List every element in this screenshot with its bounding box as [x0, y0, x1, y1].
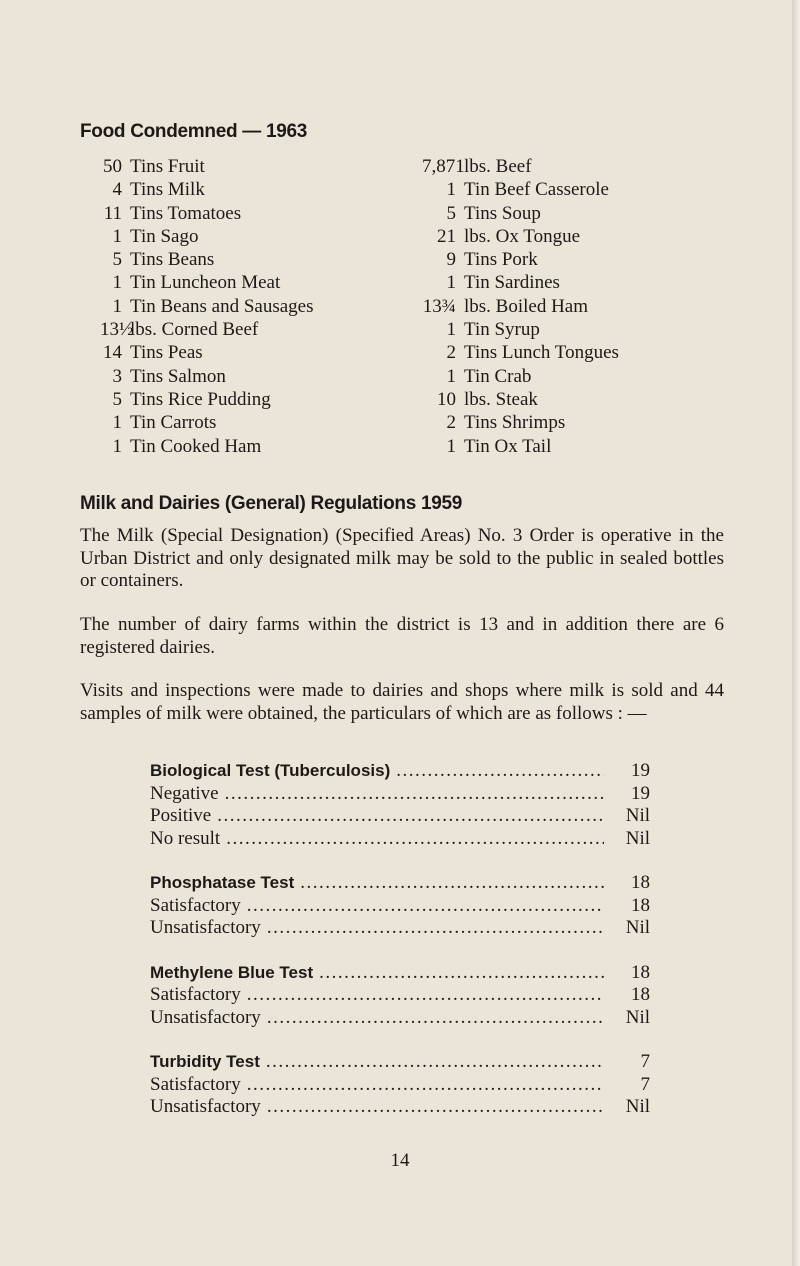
test-result-row	[150, 984, 650, 1007]
list-item	[422, 388, 619, 411]
dot-leader	[266, 1051, 604, 1074]
test-result-row	[150, 805, 650, 828]
test-result-row	[150, 1074, 650, 1097]
item-quantity: 5	[112, 249, 122, 271]
item-quantity: 14	[103, 342, 122, 364]
item-quantity: 1	[112, 272, 122, 294]
item-quantity: 9	[446, 249, 456, 271]
item-quantity: 50	[103, 156, 122, 177]
item-description: Tin Sardines	[464, 272, 560, 294]
list-item	[100, 178, 314, 201]
item-description: lbs. Steak	[464, 388, 538, 410]
item-quantity: 5	[112, 388, 122, 410]
dot-leader	[247, 1074, 604, 1097]
item-description: Tins Tomatoes	[130, 202, 242, 224]
result-label: Satisfactory	[150, 1073, 241, 1095]
dot-leader	[267, 1096, 604, 1119]
dot-leader	[226, 828, 604, 851]
dot-leader	[319, 962, 604, 985]
item-description: Tin Luncheon Meat	[130, 272, 281, 294]
item-description: Tins Rice Pudding	[130, 388, 271, 410]
test-heading-row	[150, 872, 650, 895]
item-quantity: 1	[112, 295, 122, 317]
list-item	[422, 271, 619, 294]
item-description: lbs. Boiled Ham	[464, 295, 589, 317]
item-description: Tins Shrimps	[464, 412, 566, 434]
list-item	[100, 435, 314, 458]
list-item	[422, 295, 619, 318]
list-item	[100, 388, 314, 411]
item-quantity: 2	[446, 342, 456, 364]
page-edge	[792, 0, 800, 1266]
item-description: Tins Lunch Tongues	[464, 342, 619, 364]
food-list-right	[422, 155, 619, 458]
list-item	[422, 341, 619, 364]
item-description: lbs. Ox Tongue	[464, 225, 581, 247]
result-label: Unsatisfactory	[150, 1096, 261, 1117]
list-item	[422, 318, 619, 341]
test-total: 18	[631, 961, 650, 983]
item-quantity: 10	[437, 388, 456, 410]
item-quantity: 21	[437, 225, 456, 247]
test-heading-row	[150, 1051, 650, 1074]
item-description: Tin Syrup	[464, 319, 540, 341]
list-item	[100, 411, 314, 434]
dot-leader	[267, 1007, 604, 1030]
test-result-row	[150, 917, 650, 940]
result-value: 18	[631, 894, 650, 916]
result-value: 18	[631, 984, 650, 1005]
result-value: 7	[640, 1073, 650, 1095]
list-item	[100, 341, 314, 364]
item-quantity: 1	[112, 412, 122, 434]
item-quantity: 11	[103, 202, 122, 224]
list-item	[422, 178, 619, 201]
test-total: 18	[631, 872, 650, 893]
result-label: Unsatisfactory	[150, 917, 261, 938]
result-label: Satisfactory	[150, 894, 241, 916]
test-result-row	[150, 1007, 650, 1030]
list-item	[422, 225, 619, 248]
list-item	[422, 248, 619, 271]
list-item	[422, 435, 619, 458]
item-quantity: 1	[446, 365, 456, 387]
item-quantity: 3	[112, 365, 122, 387]
result-label: Negative	[150, 782, 219, 804]
dot-leader	[300, 872, 604, 895]
test-name: Biological Test (Tuberculosis)	[150, 761, 391, 780]
item-description: Tin Sago	[130, 225, 199, 247]
item-description: Tin Beans and Sausages	[130, 295, 314, 317]
result-value: Nil	[625, 1096, 650, 1117]
list-item	[100, 248, 314, 271]
list-item	[100, 318, 314, 341]
item-description: Tins Milk	[130, 179, 205, 201]
result-label: No result	[150, 827, 221, 849]
test-total: 19	[631, 760, 650, 781]
list-item	[422, 365, 619, 388]
result-label: Positive	[150, 805, 212, 826]
item-description: Tin Crab	[464, 365, 532, 387]
item-description: Tin Ox Tail	[464, 435, 552, 457]
test-name: Phosphatase Test	[150, 873, 295, 892]
result-value: Nil	[625, 805, 650, 826]
test-result-row	[150, 828, 650, 851]
test-result-row	[150, 783, 650, 806]
item-quantity: 13½	[100, 319, 134, 341]
result-label: Satisfactory	[150, 984, 241, 1005]
paragraph-milk-order: The Milk (Special Designation) (Specified Areas) No. 3 Order is operative in the Urban District and only designated milk may be sold to the public in sealed bottles or containers.	[80, 525, 724, 591]
item-quantity: 7,871	[422, 156, 465, 177]
item-quantity: 2	[446, 412, 456, 434]
item-description: Tins Salmon	[130, 365, 226, 387]
test-name: Turbidity Test	[150, 1052, 260, 1071]
list-item	[100, 271, 314, 294]
item-description: Tins Fruit	[130, 156, 205, 177]
item-quantity: 1	[112, 435, 122, 457]
item-description: Tin Beef Casserole	[464, 179, 609, 201]
paragraph-inspections: Visits and inspections were made to dairies and shops where milk is sold and 44 samples of milk were obtained, the particulars of which are as follows : —	[80, 680, 724, 724]
test-total: 7	[640, 1051, 650, 1072]
item-quantity: 5	[446, 202, 456, 224]
item-description: Tin Carrots	[130, 412, 217, 434]
milk-regulations-heading: Milk and Dairies (General) Regulations 1959	[80, 493, 463, 514]
test-heading-row	[150, 760, 650, 783]
item-quantity: 1	[446, 179, 456, 201]
result-label: Unsatisfactory	[150, 1006, 261, 1028]
dot-leader	[267, 917, 604, 940]
list-item	[422, 202, 619, 225]
item-description: Tins Peas	[130, 342, 203, 364]
test-group-biological	[150, 760, 650, 850]
paragraph-dairy-farms: The number of dairy farms within the district is 13 and in addition there are 6 registered dairies.	[80, 614, 724, 658]
item-quantity: 13¾	[422, 295, 456, 317]
list-item	[100, 202, 314, 225]
result-value: Nil	[625, 1006, 650, 1028]
item-description: Tins Pork	[464, 249, 538, 271]
item-quantity: 1	[446, 435, 456, 457]
test-group-phosphatase	[150, 872, 650, 940]
list-item	[100, 295, 314, 318]
milk-test-results	[150, 760, 650, 1141]
list-item	[100, 365, 314, 388]
item-description: Tins Beans	[130, 249, 215, 271]
food-list-left	[100, 155, 314, 458]
result-value: Nil	[625, 827, 650, 849]
item-quantity: 1	[446, 272, 456, 294]
page-number: 14	[390, 1150, 410, 1171]
list-item	[100, 155, 314, 178]
list-item	[422, 155, 619, 178]
food-condemned-heading: Food Condemned — 1963	[80, 121, 308, 142]
item-quantity: 4	[112, 179, 122, 201]
item-description: Tins Soup	[464, 202, 541, 224]
dot-leader	[247, 984, 604, 1007]
dot-leader	[247, 895, 604, 918]
item-description: Tin Cooked Ham	[130, 435, 262, 457]
dot-leader	[396, 760, 604, 783]
test-name: Methylene Blue Test	[150, 962, 314, 982]
result-value: 19	[631, 782, 650, 804]
item-description: lbs. Beef	[464, 156, 532, 177]
item-quantity: 1	[446, 319, 456, 341]
test-result-row	[150, 1096, 650, 1119]
item-quantity: 1	[112, 225, 122, 247]
test-group-turbidity	[150, 1051, 650, 1119]
item-description: lbs. Corned Beef	[130, 319, 259, 341]
dot-leader	[217, 805, 604, 828]
test-heading-row	[150, 962, 650, 985]
test-group-methylene-blue	[150, 962, 650, 1030]
list-item	[100, 225, 314, 248]
dot-leader	[225, 783, 604, 806]
test-result-row	[150, 895, 650, 918]
result-value: Nil	[625, 917, 650, 938]
list-item	[422, 411, 619, 434]
